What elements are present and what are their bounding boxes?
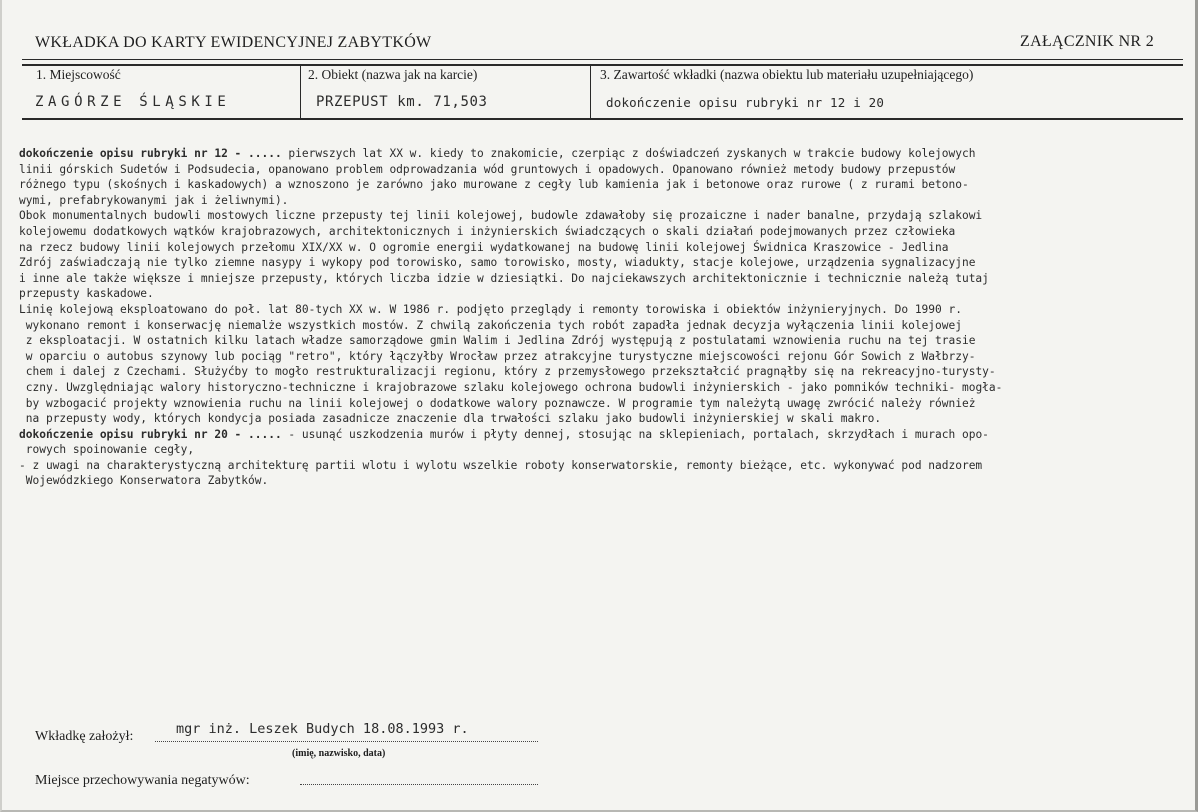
section-lead-20: dokończenie opisu rubryki nr 20 - ..... — [19, 427, 282, 441]
content-value: dokończenie opisu rubryki nr 12 i 20 — [606, 95, 885, 110]
paragraph-conservation: - z uwagi na charakterystyczną architekturę partii wlotu i wylotu wszelkie roboty konserwatorskie, remonty bieżące, etc. wykonywać pod nadzorem Wojewódzkiego Konserwatora Zabytków. — [19, 458, 983, 488]
created-by-hint: (imię, nazwisko, data) — [292, 748, 386, 759]
created-by-value: mgr inż. Leszek Budych 18.08.1993 r. — [176, 721, 469, 737]
created-by-label: Wkładkę założył: — [35, 729, 134, 744]
paragraph-text: - usunąć uszkodzenia murów i płyty dennej, stosując na sklepieniach, portalach, skrzydłach i murach opo- rowych spoinowanie cegły, — [25, 427, 989, 457]
object-label: 2. Obiekt (nazwa jak na karcie) — [308, 67, 478, 82]
attachment-number: ZAŁĄCZNIK NR 2 — [1020, 33, 1154, 50]
paragraph-exploitation: Linię kolejową eksploatowano do poł. lat 80-tych XX w. W 1986 r. podjęto przeglądy i remonty torowiska i obiektów inżynieryjnych. Do 1990 r. wykonano remont i konserwację niemalże wszystkich mostów. Z chwilą zakończenia tych robót zapadła jednak decyzja wyłączenia linii kolejowej z eksploatacji. W ostatnich kilku latach władze samorządowe gmin Walim i Jedlina Zdrój występują z postulatami wznowienia ruchu na tej trasie w oparciu o autobus szynowy lub pociąg "retro", który łączyłby Wrocław przez atrakcyjne turystyczne miejscowości rejonu Gór Sowich z Wałbrzy- chem i dalej z Czechami. Służyćby to mogło restrukturalizacji regionu, który z przemysłowego przekształcić pragnąłby się na rekreacyjno-turysty- czny. Uwzględniając walory historyczno-techniczne i krajobrazowe szlaku kolejowego ochrona budowli inżynierskich - jako pomników techniki- mogła- by wzbogacić projekty wznowienia ruchu na linii kolejowej o dodatkowe walory poznawcze. W programie tym należytą uwagę zwrócić należy również na przepusty wody, których kondycja posiada zasadnicze znaczenie dla trwałości szlaku jako budowli inżynierskiej w skali makro. — [19, 302, 1003, 426]
card-title: WKŁADKA DO KARTY EWIDENCYJNEJ ZABYTKÓW — [35, 34, 432, 51]
paragraph-structures: Obok monumentalnych budowli mostowych liczne przepusty tej linii kolejowej, budowle zdawałoby się prozaiczne i nader banalne, przydają szlakowi kolejowemu dodatkowych wątków krajobrazowych, architektonicznych i inżynierskich świadczących o skali działań podejmowanych przez człowieka na rzecz budowy linii kolejowych przełomu XIX/XX w. O ogromie energii wydatkowanej na budowę linii kolejowej Świdnica Kraszowice - Jedlina Zdrój zaświadczają nie tylko ziemne nasypy i wykopy pod torowisko, samo torowisko, mosty, wiadukty, stacje kolejowe, urządzenia sygnalizacyjne i inne ale także większe i mniejsze przepusty, których liczba idzie w dziesiątki. Do najciekawszych architektonicznie i technicznie należą tutaj przepusty kaskadowe. — [19, 209, 989, 301]
object-value: PRZEPUST km. 71,503 — [316, 94, 488, 110]
negatives-location-line — [300, 784, 538, 785]
created-by-line — [155, 741, 538, 742]
paragraph-text: pierwszych lat XX w. kiedy to znakomicie, czerpiąc z doświadczeń zyskanych w trakcie budowy kolejowych linii górskich Sudetów i Podsudecia, opanowano problem odprowadzania wód gruntowych i opadowych. Opanowano również metody budowy przepustów różnego typu (skośnych i kaskadowych) a wznoszono je zarówno jako murowane z cegły lub kamienia jak i betonowe oraz rurowe ( z rurami betono- wymi, prefabrykowanymi jak i żeliwnymi). — [19, 147, 976, 207]
location-value: ZAGÓRZE ŚLĄSKIE — [35, 94, 231, 110]
content-label: 3. Zawartość wkładki (nazwa obiektu lub materiału uzupełniającego) — [600, 67, 974, 82]
paragraph-12-intro — [19, 146, 1191, 208]
location-label: 1. Miejscowość — [36, 67, 121, 82]
table-bottom-rule — [22, 118, 1183, 120]
paragraph-20-intro — [19, 427, 1191, 458]
negatives-location-label: Miejsce przechowywania negatywów: — [35, 773, 250, 788]
table-top-rule — [22, 64, 1183, 66]
column-divider — [300, 64, 301, 120]
description-text — [19, 146, 1191, 489]
header-rule — [22, 59, 1183, 60]
column-divider — [590, 64, 591, 120]
section-lead-12: dokończenie opisu rubryki nr 12 - ..... — [19, 147, 282, 160]
